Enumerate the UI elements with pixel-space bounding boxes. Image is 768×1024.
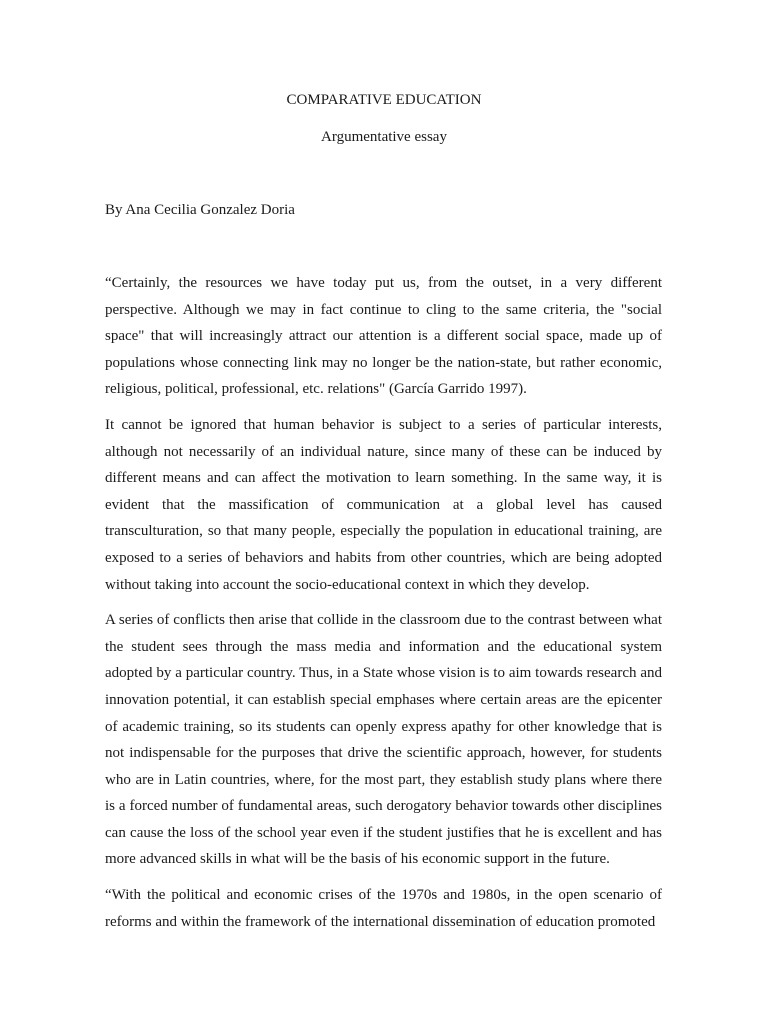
paragraph-4: “With the political and economic crises of the 1970s and 1980s, in the open scenario of reforms and within the framework of the international dissemination of education promoted	[105, 887, 662, 930]
paragraph-1: “Certainly, the resources we have today put us, from the outset, in a very different perspective. Although we may in fact continue to cling to the same criteria, the "social space" that will increasingly attract our attention is a different social space, made up of populations whose connecting link may no longer be the nation-state, but rather economic, religious, political, professional, etc. relations" (García Garrido 1997).	[105, 275, 662, 398]
author-line: By Ana Cecilia Gonzalez Doria	[105, 202, 295, 218]
paragraph-3: A series of conflicts then arise that collide in the classroom due to the contrast between what the student sees through the mass media and information and the educational system adopted by a particular country. Thus, in a State whose vision is to aim towards research and innovation potential, it can establish special emphases where certain areas are the epicenter of academic training, so its students can openly express apathy for other knowledge that is not indispensable for the purposes that drive the scientific approach, however, for students who are in Latin countries, where, for the most part, they establish study plans where there is a forced number of fundamental areas, such derogatory behavior towards other disciplines can cause the loss of the school year even if the student justifies that he is excellent and has more advanced skills in what will be the basis of his economic support in the future.	[105, 612, 662, 868]
document-title: COMPARATIVE EDUCATION	[286, 92, 482, 108]
paragraph-2: It cannot be ignored that human behavior is subject to a series of particular interests, although not necessarily of an individual nature, since many of these can be induced by different means and can affect the motivation to learn something. In the same way, it is evident that the massification of communication at a global level has caused transculturation, so that many people, especially the population in educational training, are exposed to a series of behaviors and habits from other countries, which are being adopted without taking into account the socio-educational context in which they develop.	[105, 416, 662, 593]
document-subtitle: Argumentative essay	[321, 129, 447, 145]
essay-body	[105, 270, 662, 944]
